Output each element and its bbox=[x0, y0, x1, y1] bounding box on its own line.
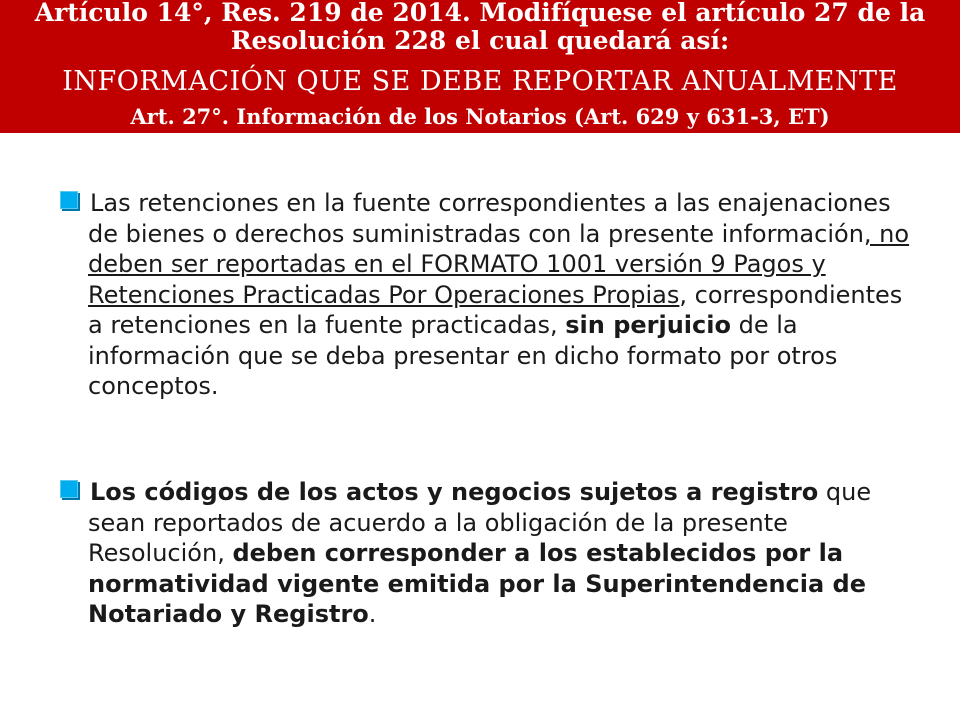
bullet1-text-5: de la información que se deba presentar en dicho formato por otros conceptos. bbox=[88, 311, 838, 400]
bullet1-text-3: , correspondientes a retenciones en la fuente practicadas, bbox=[88, 280, 903, 339]
bullet1-bold-text: sin perjuicio bbox=[565, 311, 731, 339]
bullet2-bold-text-2: deben corresponder a los establecidos por la normatividad vigente emitida por la Superintendencia de Notariado y Registro bbox=[88, 539, 867, 628]
header-banner bbox=[0, 0, 960, 133]
bullet2-text-4: . bbox=[368, 600, 377, 628]
header-subtitle: Art. 27°. Información de los Notarios (Art. 629 y 631-3, ET) bbox=[130, 104, 830, 129]
bullet2-text-2: que sean reportados de acuerdo a la obligación de la presente Resolución, bbox=[88, 478, 872, 567]
header-line-2: Resolución 228 el cual quedará así: bbox=[230, 26, 730, 55]
bullet-item-codigos bbox=[60, 477, 920, 630]
bullet2-bold-text-1: Los códigos de los actos y negocios sujetos a registro bbox=[90, 478, 819, 506]
bullet1-text-1: Las retenciones en la fuente correspondientes a las enajenaciones de bienes o derechos suministradas con la presente información bbox=[88, 189, 891, 248]
header-title: INFORMACIÓN QUE SE DEBE REPORTAR ANUALMENTE bbox=[62, 66, 898, 97]
bullet-item-retenciones bbox=[60, 188, 920, 402]
bullet1-underlined-text: , no deben ser reportadas en el FORMATO 1001 versión 9 Pagos y Retenciones Practicadas Por Operaciones Propias bbox=[88, 219, 910, 309]
square-bullet-icon bbox=[60, 480, 78, 498]
square-bullet-icon bbox=[60, 191, 78, 209]
header-line-1: Artículo 14°, Res. 219 de 2014. Modifíquese el artículo 27 de la bbox=[34, 0, 926, 27]
bullet-paragraph-2 bbox=[60, 477, 920, 630]
bullet-paragraph-1 bbox=[60, 188, 920, 402]
